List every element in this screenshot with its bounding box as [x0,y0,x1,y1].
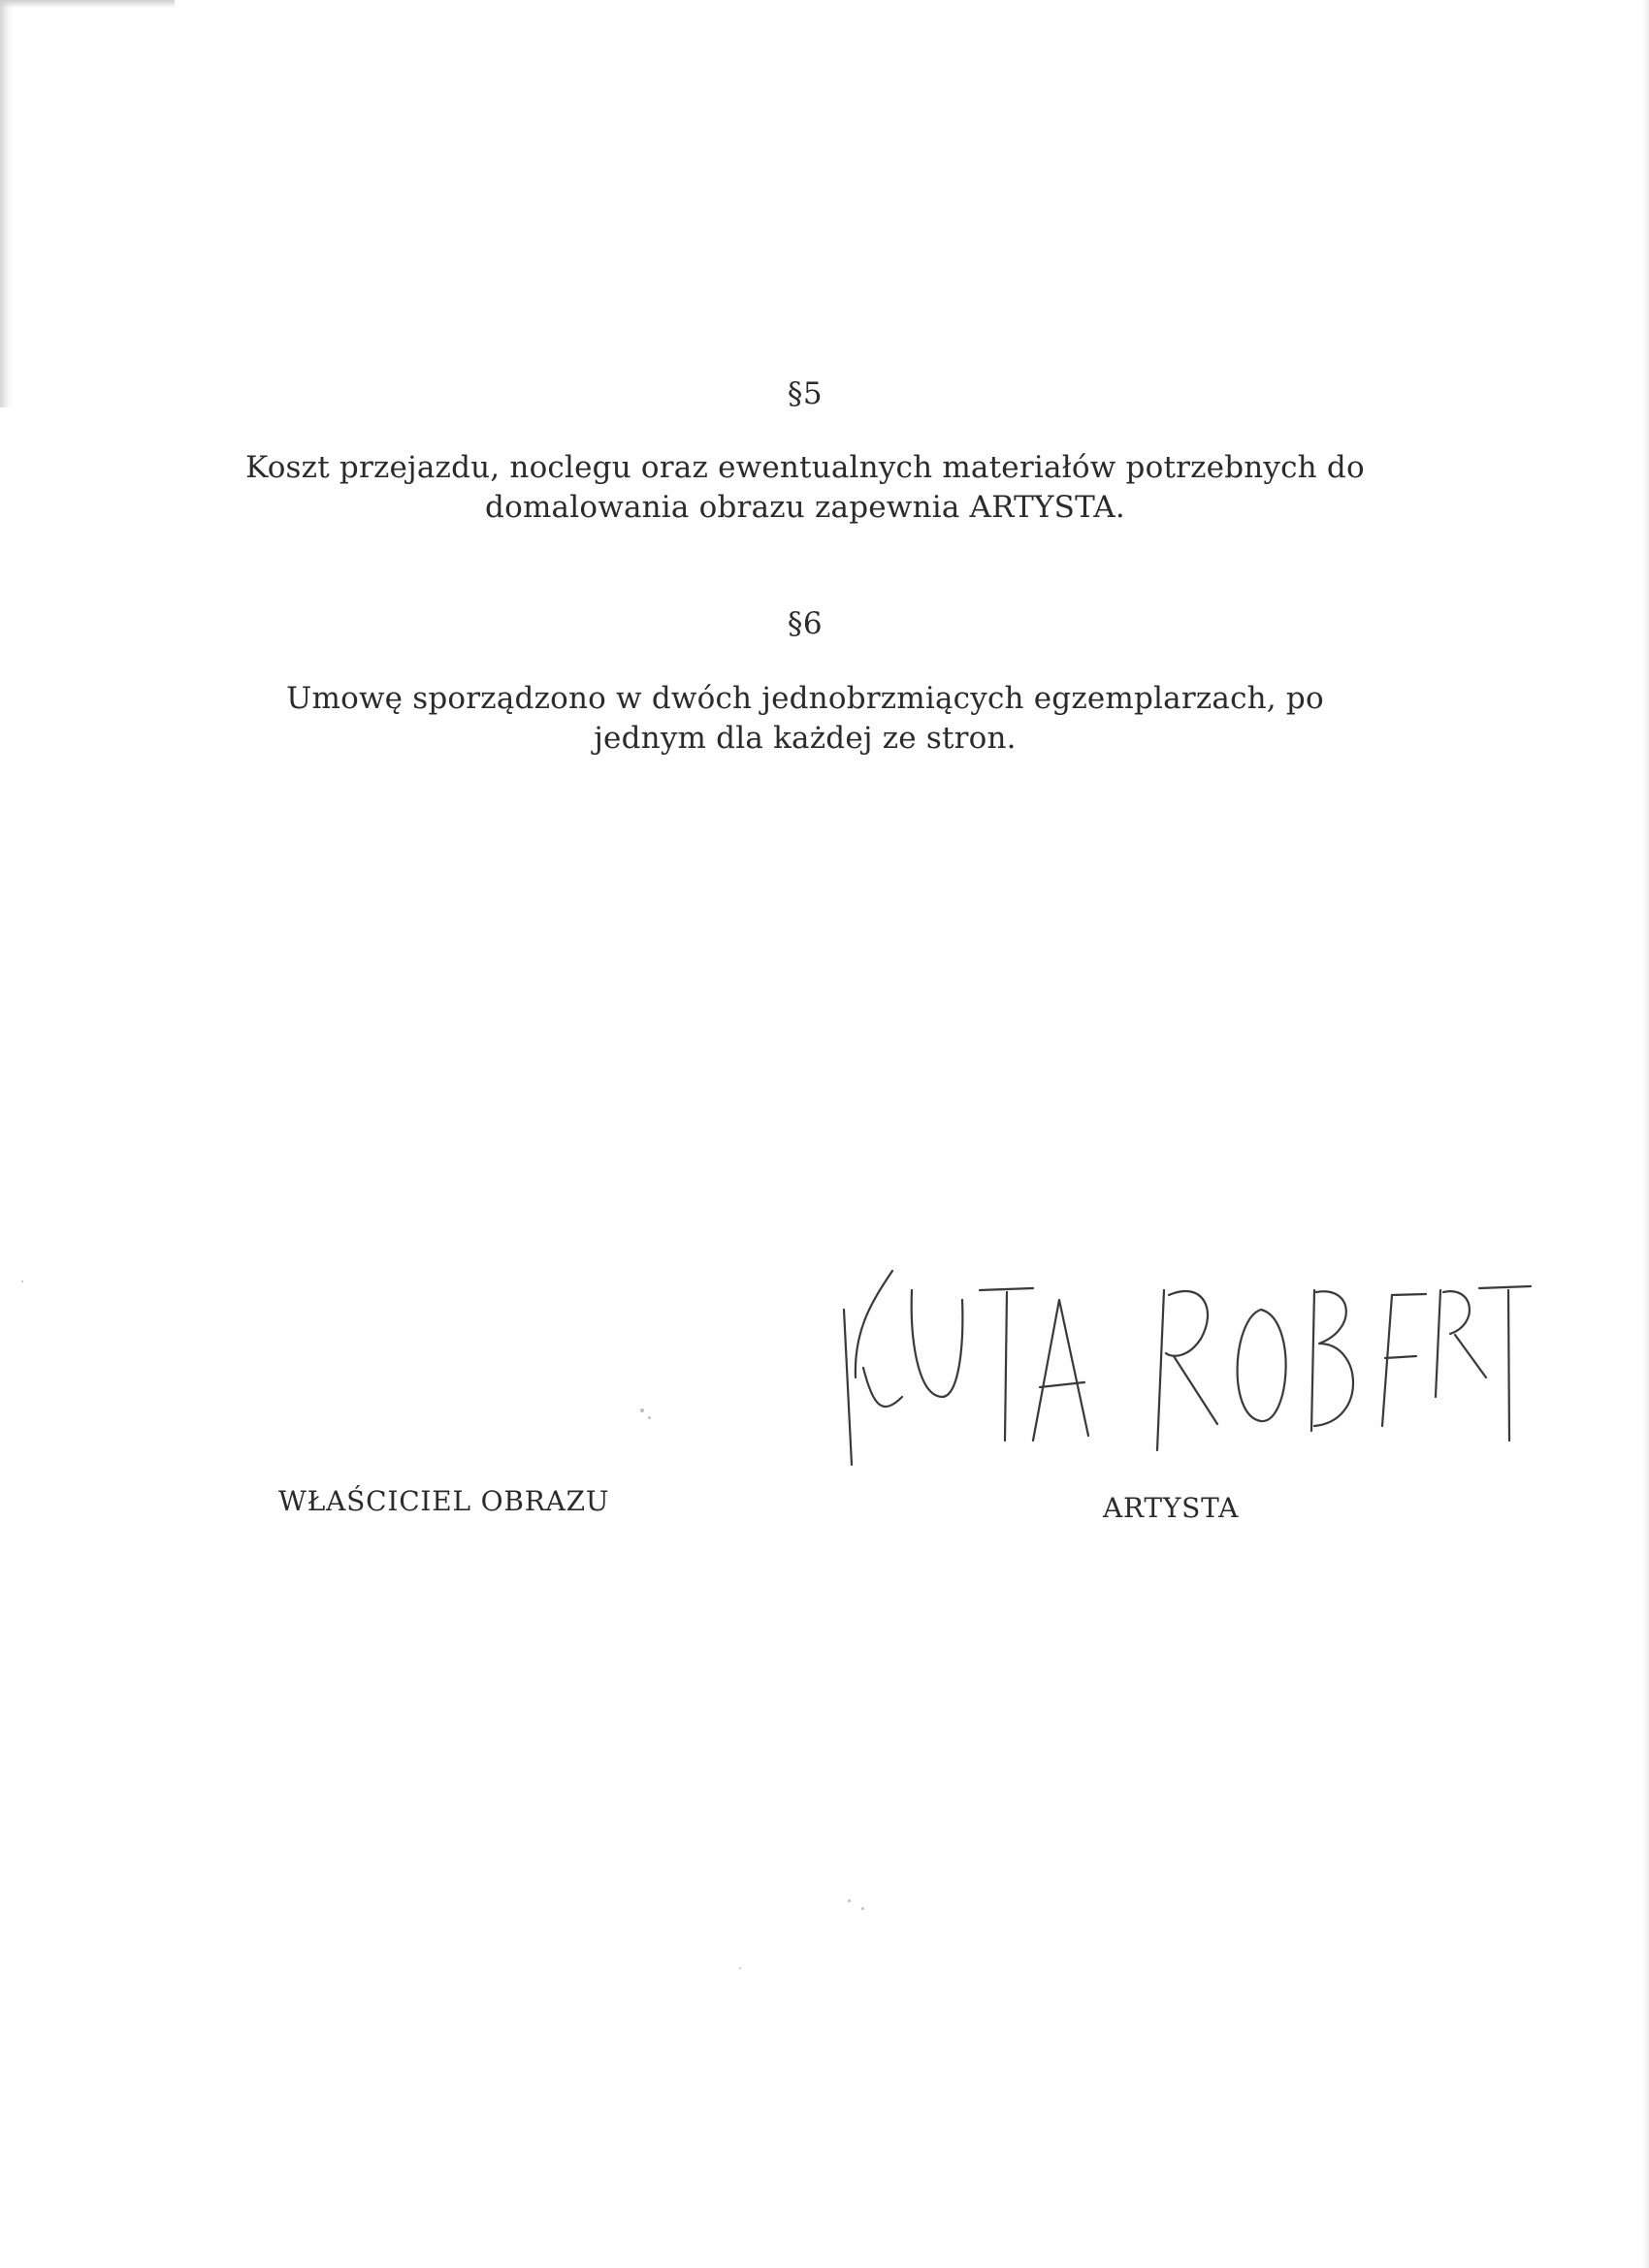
owner-signature-label: WŁAŚCICIEL OBRAZU [278,1485,610,1517]
scan-shadow-left [0,0,14,407]
artist-signature-label: ARTYSTA [1103,1492,1240,1524]
scan-shadow-top [0,0,175,8]
section-5-heading: §5 [787,376,824,411]
scan-shadow-right [1643,0,1649,2268]
section-6-heading: §6 [787,606,824,641]
section-5-paragraph: Koszt przejazdu, noclegu oraz ewentualnych materiałów potrzebnych do domalowania obrazu zapewnia ARTYSTA. [245,450,1365,525]
section-6-paragraph: Umowę sporządzono w dwóch jednobrzmiących egzemplarzach, po jednym dla każdej ze stron. [286,681,1324,756]
artist-signature [834,1251,1533,1474]
